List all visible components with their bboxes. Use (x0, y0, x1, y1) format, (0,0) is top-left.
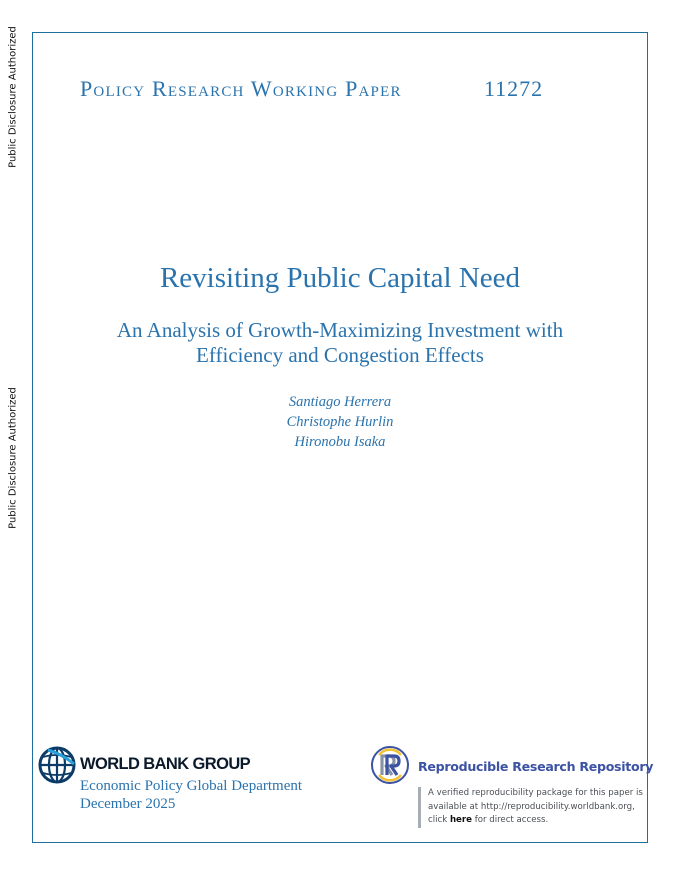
repository-note-end: for direct access. (474, 815, 549, 825)
paper-number: 11272 (484, 76, 544, 101)
disclosure-label-middle: Public Disclosure Authorized (7, 387, 19, 529)
author-list (40, 392, 640, 452)
subtitle-line-1: An Analysis of Growth-Maximizing Investment with (116, 318, 564, 342)
disclosure-label-top: Public Disclosure Authorized (7, 26, 19, 168)
author-name: Hironobu Isaka (294, 434, 386, 450)
author-name: Christophe Hurlin (286, 414, 394, 430)
publication-date: December 2025 (80, 796, 176, 812)
department-info (80, 777, 302, 813)
globe-logo-icon (36, 744, 78, 786)
organization-name: WORLD BANK GROUP (80, 755, 251, 773)
series-name: Policy Research Working Paper (80, 76, 402, 101)
subtitle-line-2: Efficiency and Congestion Effects (196, 343, 484, 367)
department-name: Economic Policy Global Department (80, 778, 303, 794)
rr-logo-icon (370, 745, 410, 785)
repository-note-text: A verified reproducibility package for this paper is available at http://reproducibility.worldbank.org, click (428, 788, 643, 825)
repository-note (418, 787, 648, 828)
paper-title: Revisiting Public Capital Need (159, 262, 521, 294)
author-name: Santiago Herrera (288, 394, 392, 410)
paper-subtitle (40, 318, 640, 368)
repository-name: Reproducible Research Repository (418, 759, 654, 774)
repository-link[interactable]: here (449, 815, 472, 825)
